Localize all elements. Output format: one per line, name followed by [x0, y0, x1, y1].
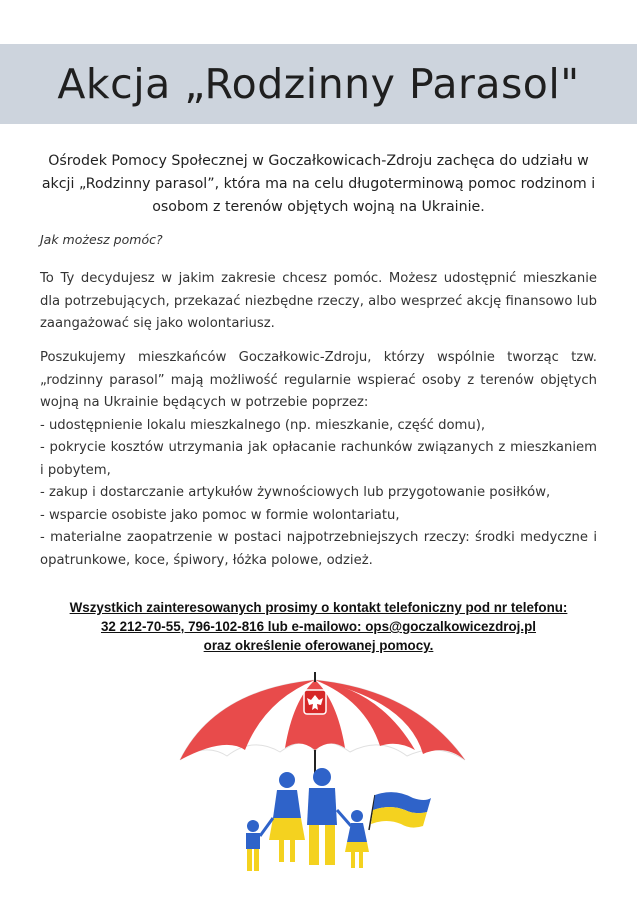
contact-info	[40, 598, 597, 655]
polish-eagle-emblem-icon	[304, 690, 326, 714]
intro-text: Ośrodek Pomocy Społecznej w Goczałkowicach-Zdroju zachęca do udziału w akcji „Rodzinny parasol”, która ma na celu długoterminową pomoc rodzinom i osobom z terenów objętych wojną na Ukrainie.	[41, 153, 596, 215]
title-banner	[0, 44, 637, 124]
umbrella-family-illustration	[175, 660, 475, 895]
contact-line-2: 32 212-70-55, 796-102-816 lub e-mailowo: ops@goczalkowicezdroj.pl	[100, 619, 537, 634]
page-title: Akcja „Rodzinny Parasol"	[57, 60, 580, 108]
paragraph-seeking	[40, 347, 597, 572]
contact-line-1: Wszystkich zainteresowanych prosimy o kontakt telefoniczny pod nr telefonu:	[69, 600, 568, 615]
list-item: - pokrycie kosztów utrzymania jak opłacanie rachunków związanych z mieszkaniem i pobytem,	[40, 440, 597, 478]
list-item: - materialne zaopatrzenie w postaci najpotrzebniejszych rzeczy: środki medyczne i opatrunkowe, koce, śpiwory, łóżka polowe, odzież.	[40, 530, 597, 568]
list-item: - udostępnienie lokalu mieszkalnego (np. mieszkanie, część domu),	[40, 417, 486, 433]
list-item: - wsparcie osobiste jako pomoc w formie wolontariatu,	[40, 507, 400, 523]
ukraine-flag-icon	[369, 792, 431, 830]
list-item: - zakup i dostarczanie artykułów żywnościowych lub przygotowanie posiłków,	[40, 485, 551, 500]
paragraph-lead: Poszukujemy mieszkańców Goczałkowic-Zdroju, którzy wspólnie tworząc tzw. „rodzinny parasol” mają możliwość regularnie wspierać osoby z terenów objętych wojną na Ukrainie będących w potrzebie poprzez:	[40, 350, 597, 410]
question-heading: Jak możesz pomóc?	[40, 232, 163, 247]
contact-line-3: oraz określenie oferowanej pomocy.	[203, 638, 434, 653]
umbrella-icon	[180, 672, 465, 780]
paragraph-decide: To Ty decydujesz w jakim zakresie chcesz pomóc. Możesz udostępnić mieszkanie dla potrzebujących, przekazać niezbędne rzeczy, albo wesprzeć akcję finansowo lub zaangażować się jako wolontariusz.	[40, 271, 597, 331]
family-silhouette-icon	[246, 768, 369, 871]
